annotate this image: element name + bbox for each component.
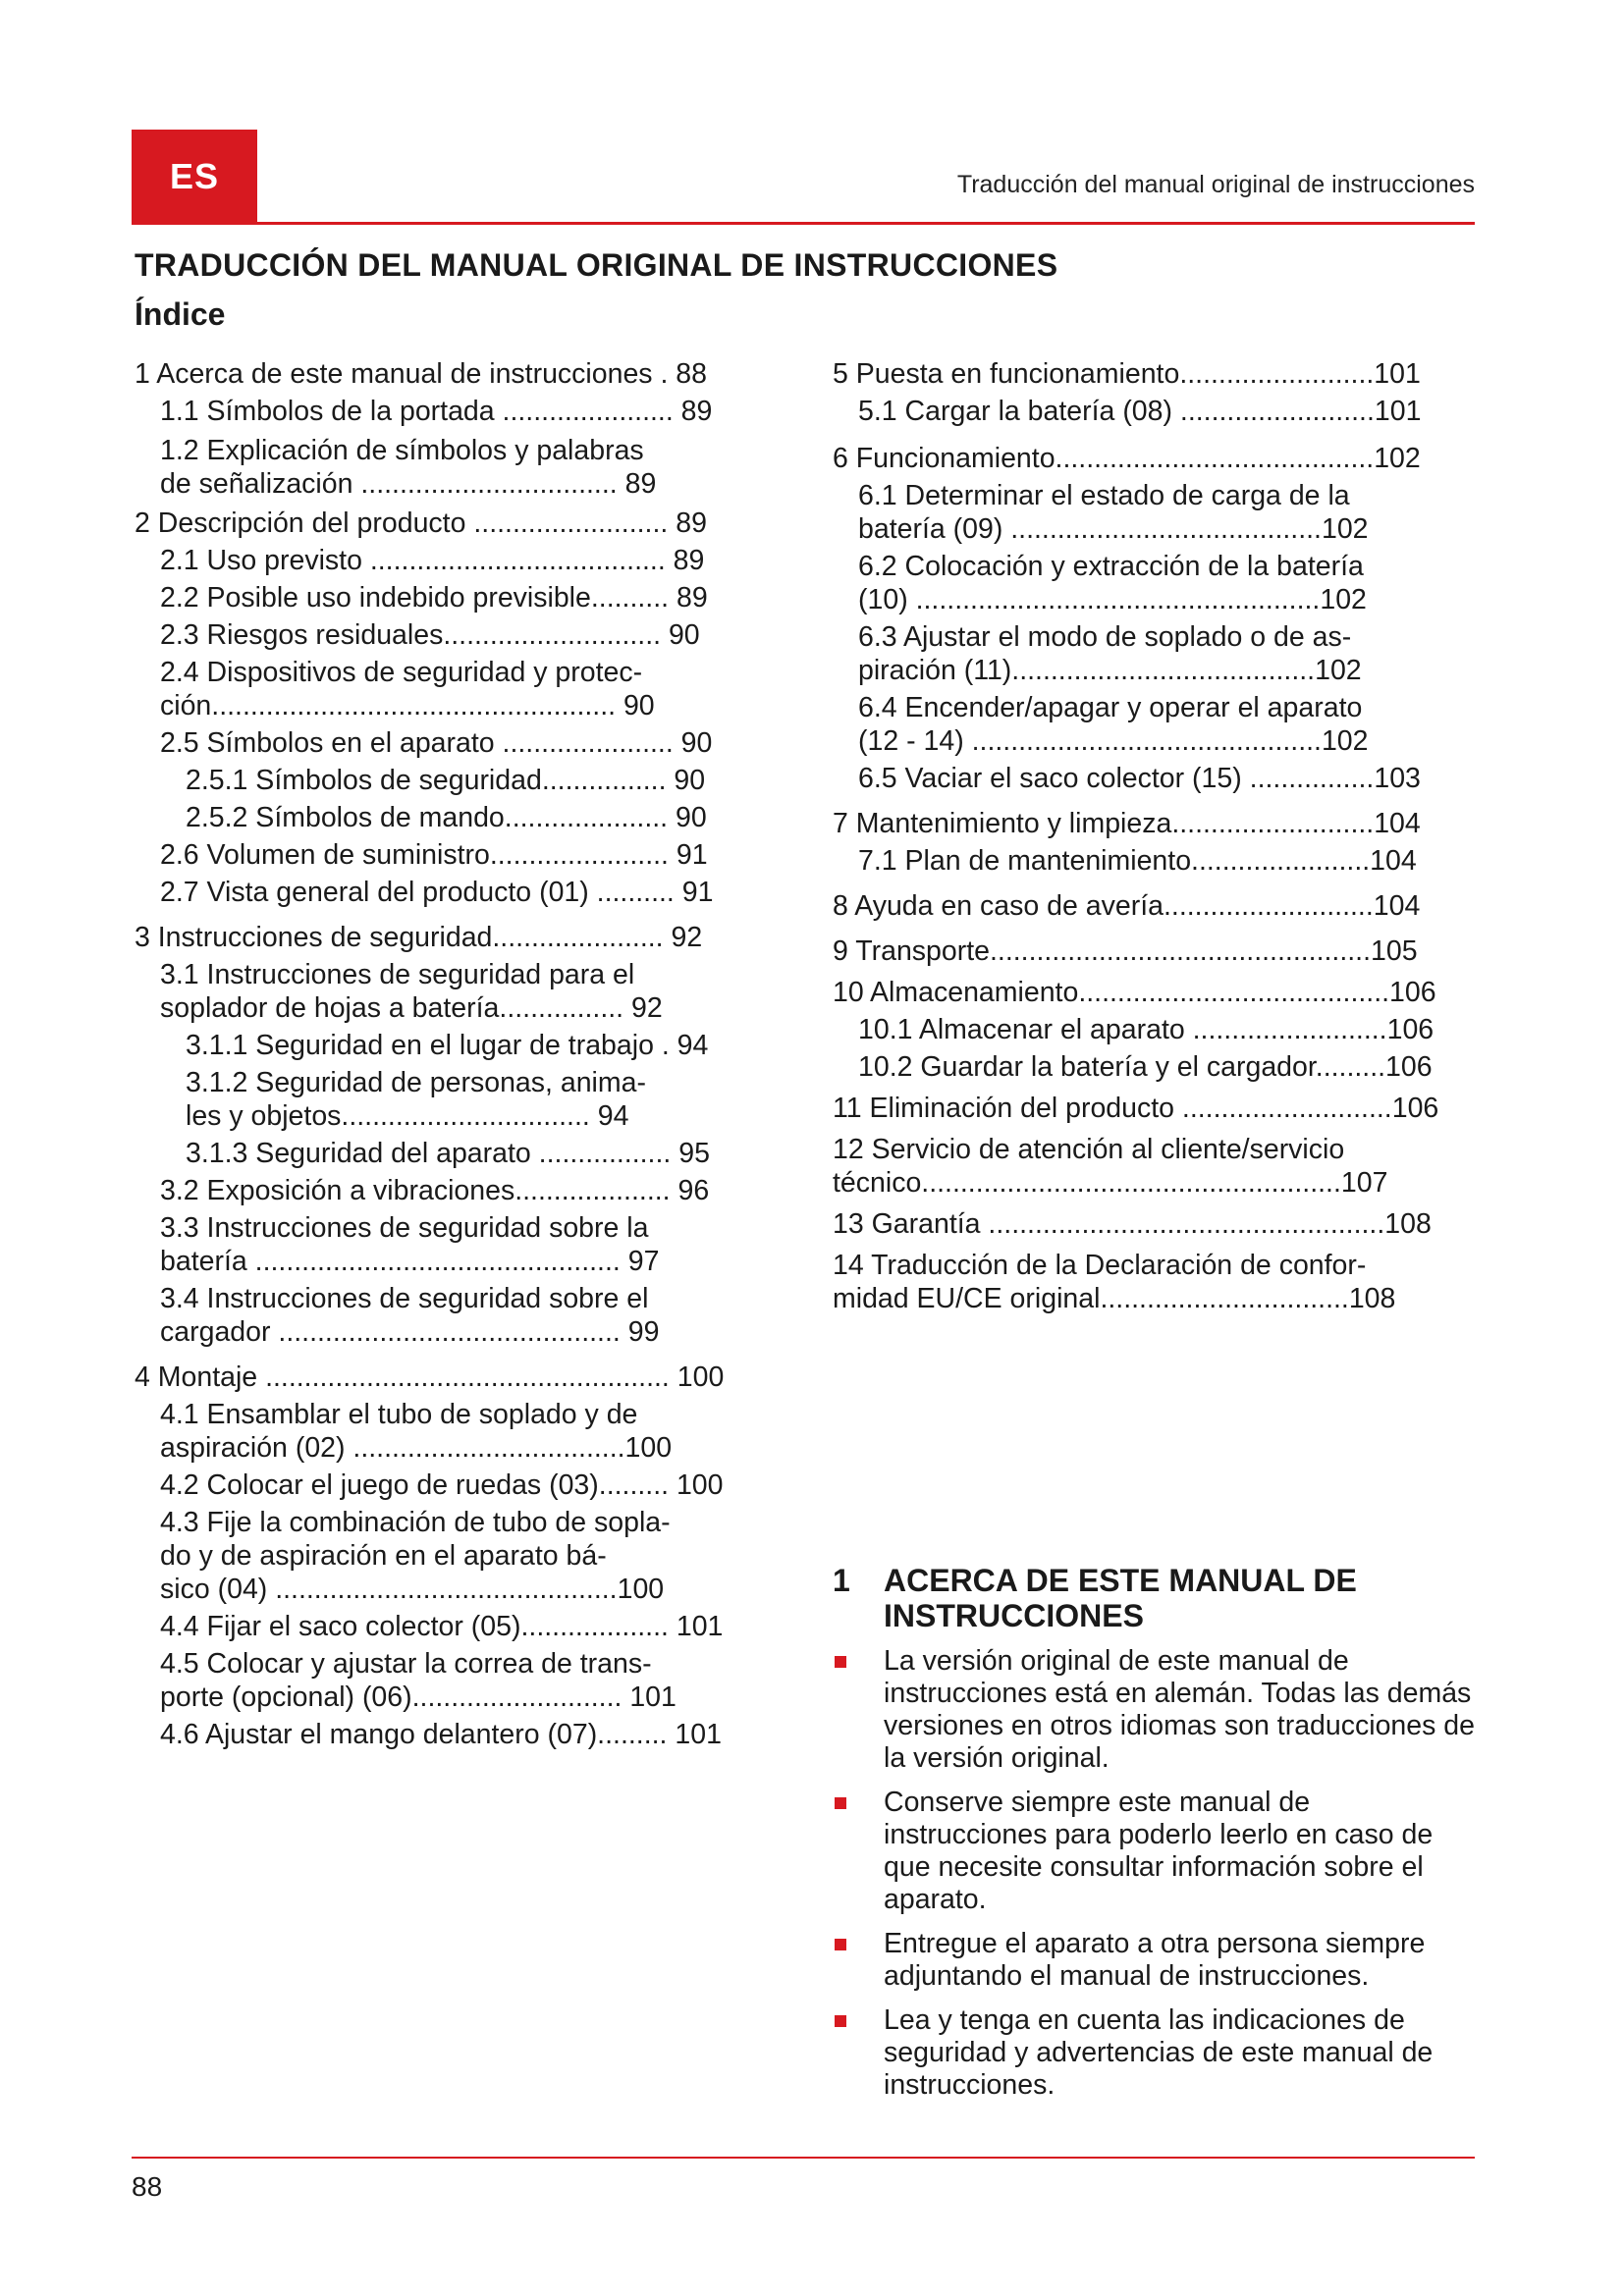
toc-entry-text: 2.2 Posible uso indebido previsible.......... 89 — [160, 582, 708, 614]
toc-entry[interactable] — [135, 876, 763, 909]
toc-entry-text: 2.5 Símbolos en el aparato ...................... 90 — [160, 727, 713, 759]
toc-entry[interactable] — [833, 844, 1477, 878]
toc-entry-text: 4.3 Fije la combinación de tubo de sopla- do y de aspiración en el aparato bá- sico (04) ............................................100 — [160, 1507, 671, 1605]
toc-entry[interactable] — [135, 838, 763, 872]
toc-entry-text: 10.1 Almacenar el aparato .........................106 — [858, 1014, 1435, 1045]
language-badge: ES — [132, 130, 257, 224]
toc-entry-text: 4 Montaje .................................................... 100 — [135, 1362, 725, 1393]
toc-entry[interactable] — [135, 395, 763, 428]
toc-entry[interactable] — [833, 1207, 1477, 1241]
toc-entry-text: 2 Descripción del producto ......................... 89 — [135, 507, 707, 539]
toc-column-left — [135, 357, 763, 1755]
bullet-text: Conserve siempre este manual de instrucciones para poderlo leerlo en caso de que necesite consultar información sobre el aparato. — [884, 1787, 1434, 1915]
toc-entry-text: 6.5 Vaciar el saco colector (15) ................103 — [858, 763, 1421, 794]
toc-entry[interactable] — [135, 726, 763, 760]
toc-entry-text: 7.1 Plan de mantenimiento.......................104 — [858, 845, 1417, 877]
bullet-item — [833, 1645, 1481, 1775]
toc-entry-text: 4.5 Colocar y ajustar la correa de trans- porte (opcional) (06)........................... 101 — [160, 1648, 677, 1713]
toc-entry[interactable] — [833, 762, 1477, 795]
section-number: 1 — [833, 1563, 850, 1598]
toc-entry[interactable] — [833, 889, 1477, 923]
toc-entry-text: 4.2 Colocar el juego de ruedas (03)......... 100 — [160, 1469, 724, 1501]
toc-entry-text: 2.6 Volumen de suministro....................... 91 — [160, 839, 708, 871]
toc-entry[interactable] — [135, 1647, 763, 1714]
toc-entry[interactable] — [833, 479, 1477, 546]
header-divider — [132, 222, 1475, 225]
toc-entry[interactable] — [833, 1050, 1477, 1084]
toc-entry[interactable] — [833, 934, 1477, 968]
toc-entry-text: 6.2 Colocación y extracción de la batería (10) ....................................................102 — [858, 551, 1367, 615]
toc-entry-text: 4.6 Ajustar el mango delantero (07)......... 101 — [160, 1719, 722, 1750]
toc-entry[interactable] — [833, 357, 1477, 391]
toc-entry-text: 6 Funcionamiento.........................................102 — [833, 443, 1421, 474]
toc-entry[interactable] — [135, 1137, 763, 1170]
toc-entry-text: 2.5.2 Símbolos de mando..................... 90 — [186, 802, 707, 833]
toc-entry[interactable] — [833, 976, 1477, 1009]
toc-entry[interactable] — [135, 1398, 763, 1465]
toc-entry[interactable] — [833, 807, 1477, 840]
toc-entry[interactable] — [833, 1092, 1477, 1125]
toc-entry-text: 6.1 Determinar el estado de carga de la batería (09) ........................................102 — [858, 480, 1369, 545]
toc-entry-text: 1 Acerca de este manual de instrucciones . 88 — [135, 358, 708, 390]
toc-entry-text: 3.1.1 Seguridad en el lugar de trabajo . 94 — [186, 1030, 709, 1061]
toc-entry[interactable] — [135, 921, 763, 954]
toc-column-right — [833, 357, 1477, 1319]
toc-entry-text: 3.1.2 Seguridad de personas, anima- les y objetos................................ 94 — [186, 1067, 646, 1132]
bullet-list — [833, 1645, 1481, 2113]
toc-entry-text: 5.1 Cargar la batería (08) .........................101 — [858, 396, 1422, 427]
toc-entry-text: 9 Transporte.................................................105 — [833, 935, 1418, 967]
document-title: TRADUCCIÓN DEL MANUAL ORIGINAL DE INSTRUCCIONES — [135, 247, 1058, 283]
toc-entry[interactable] — [135, 1468, 763, 1502]
toc-entry-text: 14 Traducción de la Declaración de confor- midad EU/CE original................................108 — [833, 1250, 1396, 1314]
square-bullet-icon — [835, 1797, 846, 1809]
toc-entry[interactable] — [833, 1013, 1477, 1046]
toc-entry-text: 10.2 Guardar la batería y el cargador.........106 — [858, 1051, 1433, 1083]
toc-entry-text: 2.4 Dispositivos de seguridad y protec- ción.................................................... 90 — [160, 657, 655, 721]
toc-entry-text: 6.4 Encender/apagar y operar el aparato (12 - 14) .............................................102 — [858, 692, 1369, 757]
toc-entry[interactable] — [135, 507, 763, 540]
bullet-item — [833, 2004, 1481, 2102]
toc-entry-text: 2.5.1 Símbolos de seguridad................ 90 — [186, 765, 706, 796]
toc-entry-text: 1.1 Símbolos de la portada ...................... 89 — [160, 396, 713, 427]
toc-entry-text: 3.4 Instrucciones de seguridad sobre el cargador ............................................ 99 — [160, 1283, 660, 1348]
bullet-text: La versión original de este manual de instrucciones está en alemán. Todas las demás versiones en otros idiomas son traducciones de la versión original. — [884, 1645, 1475, 1774]
toc-entry-text: 13 Garantía ...................................................108 — [833, 1208, 1432, 1240]
toc-entry-text: 12 Servicio de atención al cliente/servicio técnico......................................................107 — [833, 1134, 1388, 1199]
toc-entry[interactable] — [135, 544, 763, 577]
bullet-item — [833, 1928, 1481, 1993]
toc-entry[interactable] — [833, 550, 1477, 616]
bullet-text: Lea y tenga en cuenta las indicaciones de seguridad y advertencias de este manual de instrucciones. — [884, 2004, 1434, 2101]
toc-entry[interactable] — [135, 656, 763, 722]
toc-entry-text: 6.3 Ajustar el modo de soplado o de as- piración (11).......................................102 — [858, 621, 1362, 686]
bullet-item — [833, 1787, 1481, 1916]
toc-entry[interactable] — [833, 1133, 1477, 1200]
toc-entry[interactable] — [135, 1029, 763, 1062]
toc-heading: Índice — [135, 296, 226, 332]
toc-entry[interactable] — [135, 1066, 763, 1133]
toc-entry-text: 10 Almacenamiento........................................106 — [833, 977, 1436, 1008]
toc-entry[interactable] — [135, 618, 763, 652]
toc-entry-text: 2.7 Vista general del producto (01) .......... 91 — [160, 877, 714, 908]
toc-entry-text: 4.4 Fijar el saco colector (05)................... 101 — [160, 1611, 724, 1642]
toc-entry[interactable] — [833, 1249, 1477, 1315]
toc-entry[interactable] — [135, 1282, 763, 1349]
bullet-text: Entregue el aparato a otra persona siempre adjuntando el manual de instrucciones. — [884, 1928, 1426, 1992]
toc-entry[interactable] — [135, 1610, 763, 1643]
toc-entry[interactable] — [833, 691, 1477, 758]
toc-entry[interactable] — [135, 1718, 763, 1751]
toc-entry-text: 11 Eliminación del producto ...........................106 — [833, 1093, 1439, 1124]
section-title: ACERCA DE ESTE MANUAL DE INSTRUCCIONES — [884, 1563, 1357, 1633]
toc-entry-text: 3.1.3 Seguridad del aparato ................. 95 — [186, 1138, 710, 1169]
running-header-title: Traducción del manual original de instrucciones — [956, 171, 1475, 198]
toc-entry-text: 7 Mantenimiento y limpieza..........................104 — [833, 808, 1421, 839]
square-bullet-icon — [835, 1939, 846, 1950]
toc-entry[interactable] — [135, 1174, 763, 1207]
footer-divider — [132, 2157, 1475, 2159]
toc-entry[interactable] — [135, 357, 763, 391]
toc-entry[interactable] — [135, 1506, 763, 1606]
toc-entry[interactable] — [135, 958, 763, 1025]
toc-entry[interactable] — [135, 1211, 763, 1278]
toc-entry-text: 2.1 Uso previsto ...................................... 89 — [160, 545, 705, 576]
toc-entry-text: 3.3 Instrucciones de seguridad sobre la batería ............................................... 97 — [160, 1212, 660, 1277]
toc-entry[interactable] — [833, 442, 1477, 475]
square-bullet-icon — [835, 2015, 846, 2027]
toc-entry-text: 3.2 Exposición a vibraciones.................... 96 — [160, 1175, 710, 1206]
square-bullet-icon — [835, 1656, 846, 1668]
toc-entry-text: 2.3 Riesgos residuales............................ 90 — [160, 619, 700, 651]
toc-entry-text: 1.2 Explicación de símbolos y palabras de señalización ................................. 89 — [160, 435, 657, 500]
toc-entry[interactable] — [833, 620, 1477, 687]
toc-entry[interactable] — [135, 764, 763, 797]
section-heading — [833, 1563, 1461, 1633]
page-number: 88 — [132, 2171, 163, 2202]
toc-entry[interactable] — [135, 581, 763, 614]
toc-entry[interactable] — [135, 434, 763, 501]
toc-entry-text: 8 Ayuda en caso de avería...........................104 — [833, 890, 1421, 922]
toc-entry[interactable] — [833, 395, 1477, 428]
toc-entry-text: 5 Puesta en funcionamiento.........................101 — [833, 358, 1421, 390]
toc-entry-text: 3.1 Instrucciones de seguridad para el soplador de hojas a batería................ 92 — [160, 959, 663, 1024]
toc-entry[interactable] — [135, 1361, 763, 1394]
toc-entry-text: 4.1 Ensamblar el tubo de soplado y de aspiración (02) ...................................100 — [160, 1399, 673, 1464]
toc-entry-text: 3 Instrucciones de seguridad...................... 92 — [135, 922, 703, 953]
toc-entry[interactable] — [135, 801, 763, 834]
